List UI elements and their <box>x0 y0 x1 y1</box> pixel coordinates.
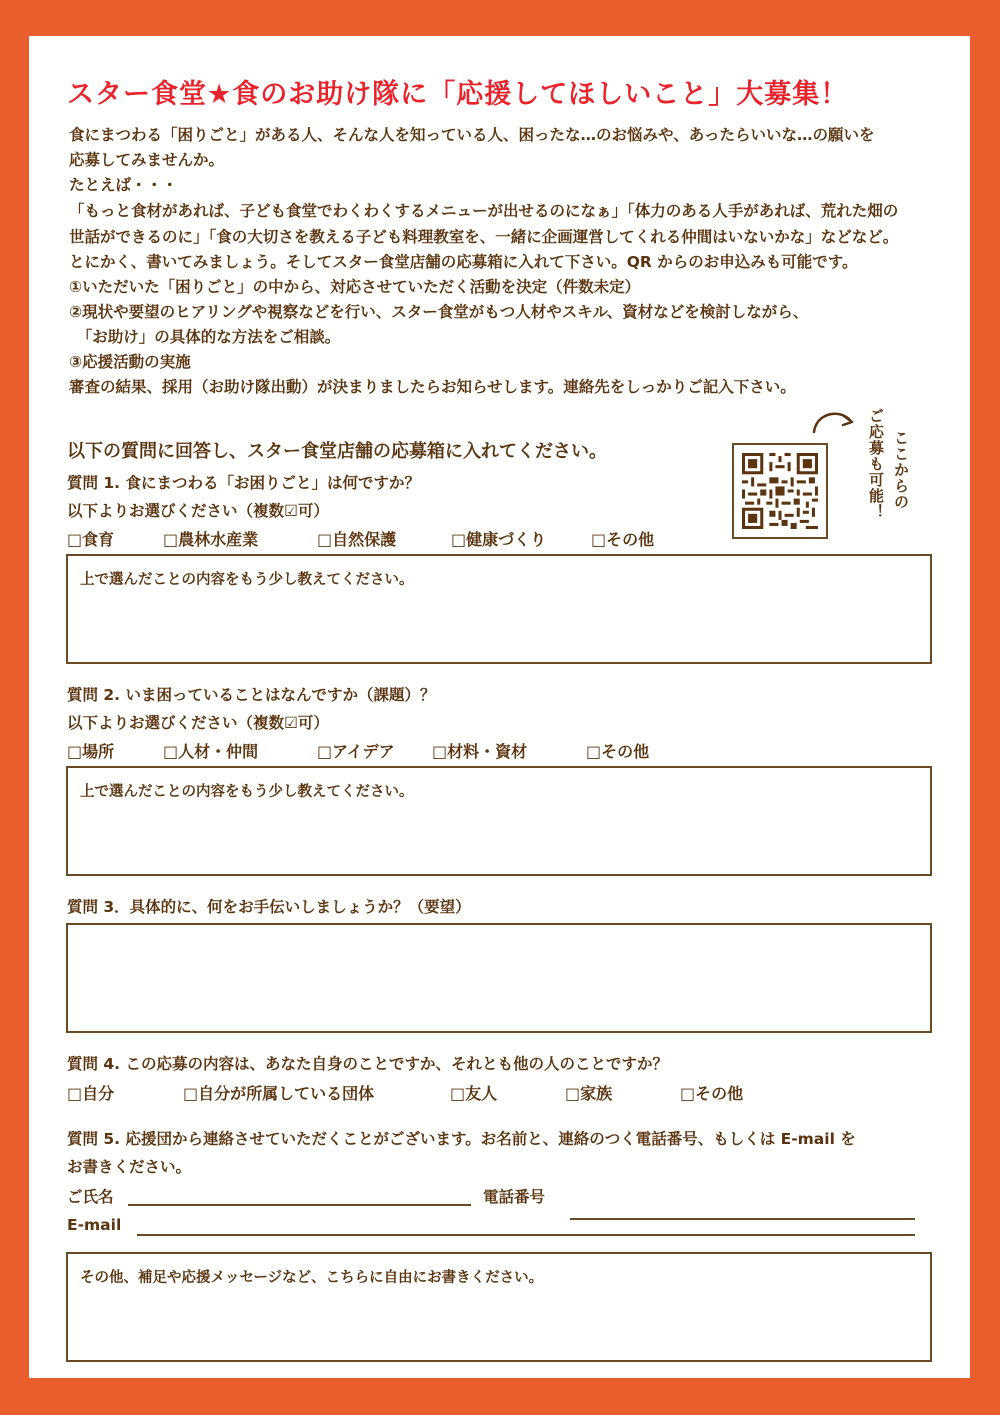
q2-option-other[interactable]: □その他 <box>586 742 650 761</box>
qr-code-icon <box>742 453 818 529</box>
q1-option-nature[interactable]: □自然保護 <box>317 530 397 549</box>
name-input-line[interactable] <box>128 1204 471 1206</box>
intro-line-3: たとえば・・・ <box>69 176 178 194</box>
q4-option-friend[interactable]: □友人 <box>450 1084 498 1103</box>
email-input-line[interactable] <box>137 1234 915 1236</box>
flyer-sheet <box>29 36 970 1378</box>
q2-detail-box[interactable] <box>66 766 932 876</box>
q3-answer-box[interactable] <box>66 923 932 1033</box>
email-label: E-mail <box>67 1216 122 1234</box>
name-label: ご氏名 <box>67 1188 114 1206</box>
q2-option-place[interactable]: □場所 <box>67 742 115 761</box>
qr-code[interactable] <box>732 443 828 539</box>
q1-option-agriculture[interactable]: □農林水産業 <box>163 530 259 549</box>
intro-line-1: 食にまつわる「困りごと」がある人、そんな人を知っている人、困ったな…のお悩みや、あったらいいな…の願いを <box>69 126 875 144</box>
q2-option-materials[interactable]: □材料・資材 <box>432 742 528 761</box>
q4-option-family[interactable]: □家族 <box>565 1084 613 1103</box>
form-heading: 以下の質問に回答し、スター食堂店舗の応募箱に入れてください。 <box>67 441 607 462</box>
q1-option-health[interactable]: □健康づくり <box>451 530 547 549</box>
q2-box-hint: 上で選んだことの内容をもう少し教えてください。 <box>80 784 414 800</box>
q1-instruction: 以下よりお選びください（複数☑可） <box>67 502 329 520</box>
q4-option-other[interactable]: □その他 <box>680 1084 744 1103</box>
intro-line-11: 審査の結果、採用（お助け隊出動）が決まりましたらお知らせします。連絡先をしっかりご記入下さい。 <box>69 378 796 396</box>
q1-detail-box[interactable] <box>66 554 932 664</box>
q1-question: 質問 1. 食にまつわる「お困りごと」は何ですか？ <box>67 474 420 492</box>
message-box-hint: その他、補足や応援メッセージなど、こちらに自由にお書きください。 <box>80 1270 544 1286</box>
q2-question: 質問 2. いま困っていることはなんですか（課題）？ <box>67 686 436 704</box>
q4-option-self[interactable]: □自分 <box>67 1084 115 1103</box>
q3-question: 質問 3．具体的に、何をお手伝いしましょうか？（要望） <box>67 898 471 916</box>
page-title: スター食堂★食のお助け隊に「応援してほしいこと」大募集！ <box>67 79 849 110</box>
q4-question: 質問 4. この応募の内容は、あなた自身のことですか、それとも他の人のことですか？ <box>67 1055 668 1073</box>
phone-input-line[interactable] <box>570 1218 915 1220</box>
intro-line-8: ②現状や要望のヒアリングや視察などを行い、スター食堂がもつ人材やスキル、資材などを検討しながら、 <box>69 303 809 321</box>
phone-label: 電話番号 <box>483 1188 546 1206</box>
q2-instruction: 以下よりお選びください（複数☑可） <box>67 714 329 732</box>
q5-question-line-1: 質問 5. 応援団から連絡させていただくことがございます。お名前と、連絡のつく電話番号、もしくは E-mail を <box>67 1130 856 1148</box>
intro-line-9: 「お助け」の具体的な方法をご相談。 <box>69 328 341 346</box>
qr-label-line-2: ご応募も可能！ <box>867 408 885 520</box>
q2-option-ideas[interactable]: □アイデア <box>317 742 395 761</box>
intro-line-5: 世話ができるのに」「食の大切さを教える子ども料理教室を、一緒に企画運営してくれる仲間はいないかな」などなど。 <box>69 228 899 246</box>
intro-line-10: ③応援活動の実施 <box>69 353 191 371</box>
q2-option-people[interactable]: □人材・仲間 <box>163 742 259 761</box>
intro-line-4: 「もっと食材があれば、子ども食堂でわくわくするメニューが出せるのになぁ」「体力のある人手があれば、荒れた畑の <box>69 202 899 220</box>
q1-box-hint: 上で選んだことの内容をもう少し教えてください。 <box>80 572 414 588</box>
intro-line-2: 応募してみませんか。 <box>69 151 225 169</box>
q1-option-other[interactable]: □その他 <box>591 530 655 549</box>
intro-line-7: ①いただいた「困りごと」の中から、対応させていただく活動を決定（件数未定） <box>69 278 641 296</box>
message-box[interactable] <box>66 1252 932 1362</box>
qr-label-line-1: ここからの <box>892 430 910 510</box>
intro-line-6: とにかく、書いてみましょう。そしてスター食堂店舗の応募箱に入れて下さい。QR からのお申込みも可能です。 <box>69 253 858 271</box>
q4-option-organization[interactable]: □自分が所属している団体 <box>183 1084 375 1103</box>
curved-arrow-icon <box>810 406 870 438</box>
q1-option-shokuiku[interactable]: □食育 <box>67 530 115 549</box>
q5-question-line-2: お書きください。 <box>67 1158 192 1176</box>
